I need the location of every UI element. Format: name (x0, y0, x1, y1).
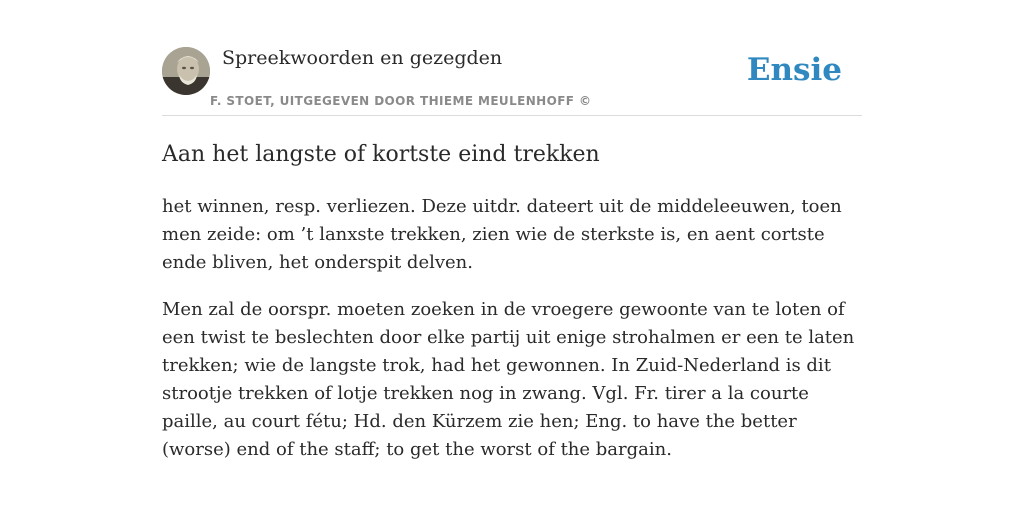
entry-card (162, 46, 862, 464)
author-portrait-icon[interactable] (162, 47, 210, 95)
entry-paragraph: het winnen, resp. verliezen. Deze uitdr. dateert uit de middeleeuwen, toen men zeide: om ’t lanxste trekken, zien wie de sterkste is, en aent cortste ende bliven, het onderspit delven. (162, 196, 842, 273)
book-title[interactable]: Spreekwoorden en gezegden (222, 47, 503, 69)
entry-header (162, 46, 862, 116)
book-source: F. STOET, UITGEGEVEN DOOR THIEME MEULENHOFF © (210, 94, 592, 108)
ensie-logo[interactable]: Ensie (746, 52, 842, 88)
entry-title: Aan het langste of kortste eind trekken (162, 142, 600, 167)
entry-paragraph: Men zal de oorspr. moeten zoeken in de vroegere gewoonte van te loten of een twist te beslechten door elke partij uit enige strohalmen er een te laten trekken; wie de langste trok, had het gewonnen. In Zuid-Nederland is dit strootje trekken of lotje trekken nog in zwang. Vgl. Fr. tirer a la courte paille, au court fétu; Hd. den Kürzem zie hen; Eng. to have the better (worse) end of the staff; to get the worst of the bargain. (162, 299, 855, 460)
